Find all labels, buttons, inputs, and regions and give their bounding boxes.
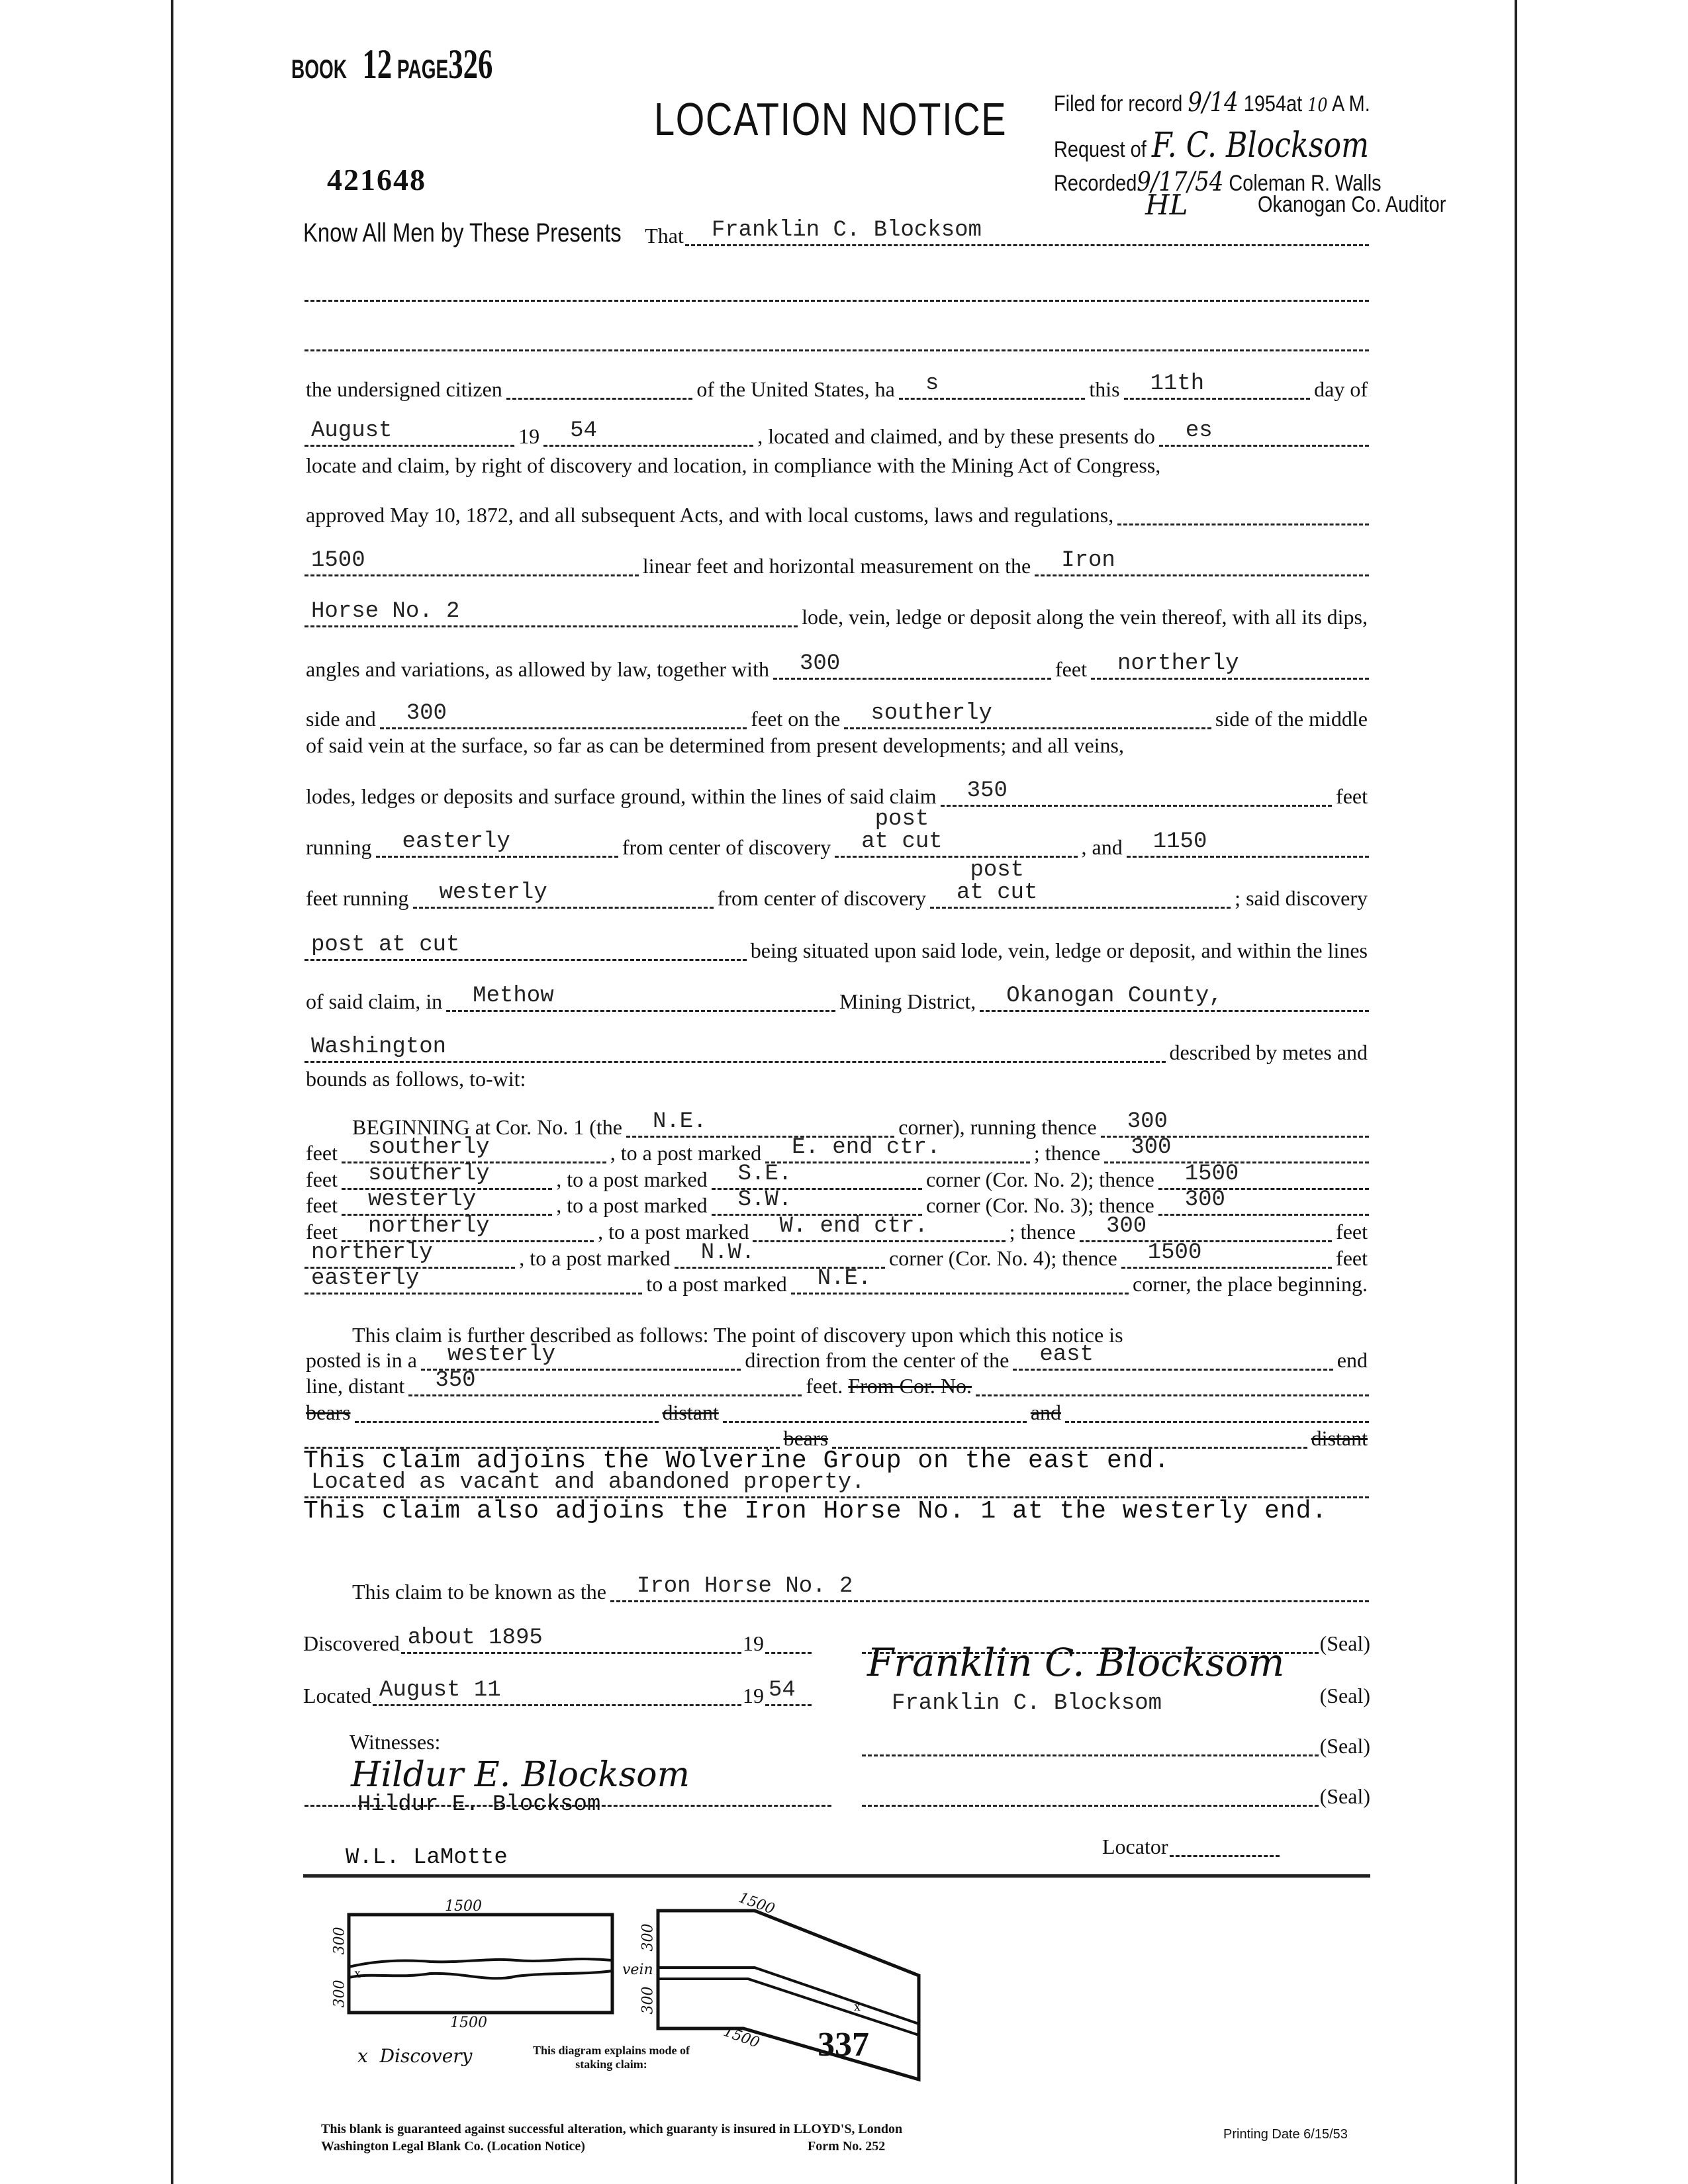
fill-field[interactable] bbox=[1159, 418, 1369, 447]
filed-label: Filed for record bbox=[1054, 91, 1183, 116]
filled-value: southerly bbox=[367, 1161, 490, 1187]
form-label: 19 bbox=[518, 424, 540, 448]
form-line bbox=[303, 447, 1370, 476]
filled-value: N.W. bbox=[700, 1240, 755, 1265]
diagram-skew-vein-upper bbox=[658, 1968, 919, 2024]
filled-value: es bbox=[1185, 418, 1213, 443]
diagram-vein-upper bbox=[349, 1959, 612, 1967]
form-label: corner (Cor. No. 3); thence bbox=[925, 1193, 1154, 1217]
locator-line bbox=[1102, 1828, 1281, 1857]
locator-field[interactable] bbox=[1170, 1838, 1280, 1857]
form-line bbox=[303, 983, 1370, 1012]
filled-value: S.W. bbox=[737, 1187, 792, 1212]
fill-field[interactable] bbox=[930, 858, 1231, 909]
form-label: feet bbox=[1055, 657, 1087, 681]
fill-field[interactable] bbox=[1127, 829, 1369, 858]
form-line bbox=[303, 858, 1370, 910]
form-label: , and bbox=[1081, 835, 1123, 859]
located-value: August 11 bbox=[379, 1678, 501, 1703]
fill-field[interactable] bbox=[305, 1266, 642, 1295]
form-line bbox=[303, 1240, 1370, 1269]
fill-field[interactable] bbox=[305, 548, 639, 576]
footer-form-number: Form No. 252 bbox=[808, 2139, 886, 2154]
filed-for-record bbox=[1054, 87, 1370, 118]
filled-value: post at cut bbox=[861, 807, 943, 854]
form-line bbox=[303, 418, 1370, 447]
filed-at: at bbox=[1286, 91, 1303, 116]
filled-value: 300 bbox=[406, 701, 447, 726]
form-label: BEGINNING at Cor. No. 1 (the bbox=[352, 1115, 622, 1139]
form-line bbox=[303, 1443, 1370, 1475]
fill-field[interactable] bbox=[376, 829, 618, 858]
seal-label: (Seal) bbox=[1319, 1631, 1370, 1655]
fill-field[interactable] bbox=[305, 332, 1369, 351]
form-line bbox=[303, 598, 1370, 627]
struck-label: bears bbox=[306, 1400, 351, 1424]
filled-value: Methow bbox=[473, 983, 554, 1009]
filled-value: E. end ctr. bbox=[792, 1135, 941, 1160]
recorder-name: Coleman R. Walls bbox=[1229, 171, 1382, 196]
signature-field-3[interactable] bbox=[862, 1737, 1319, 1756]
filled-value: westerly bbox=[447, 1342, 556, 1367]
witness2-typed-name: W.L. LaMotte bbox=[346, 1845, 508, 1870]
form-label: linear feet and horizontal measurement on the bbox=[642, 554, 1031, 578]
form-label: running bbox=[306, 835, 372, 859]
form-line bbox=[303, 1134, 1370, 1163]
witness1-typed-name: Hildur E. Blocksom bbox=[357, 1792, 601, 1817]
fill-field[interactable] bbox=[1124, 371, 1311, 400]
document-number: 421648 bbox=[327, 163, 426, 197]
form-label: locate and claim, by right of discovery and location, in compliance with the Mining Act of Congress, bbox=[306, 453, 1161, 477]
discovered-field[interactable] bbox=[401, 1625, 741, 1654]
filed-time: 10 bbox=[1307, 94, 1328, 116]
section-divider bbox=[303, 1874, 1370, 1878]
filled-value: 54 bbox=[570, 418, 597, 443]
diagram-discovery-mark: x bbox=[354, 1966, 361, 1981]
seal-line-3 bbox=[861, 1727, 1370, 1756]
form-label: feet bbox=[1336, 1246, 1368, 1270]
form-label: This claim to be known as the bbox=[352, 1580, 606, 1604]
diagram-legend: x Discovery bbox=[357, 2045, 473, 2067]
form-label: the undersigned citizen bbox=[306, 377, 502, 401]
filled-value: 300 bbox=[1127, 1109, 1168, 1134]
form-line bbox=[303, 1573, 1370, 1602]
form-label: feet. bbox=[806, 1374, 843, 1398]
form-label: feet bbox=[1336, 1220, 1368, 1244]
form-line bbox=[303, 727, 1370, 756]
form-line bbox=[303, 1109, 1370, 1138]
filled-value: 300 bbox=[1184, 1187, 1225, 1212]
form-line bbox=[303, 547, 1370, 576]
struck-label: distant bbox=[662, 1400, 719, 1424]
filled-value: s bbox=[925, 371, 939, 396]
filled-value: 1500 bbox=[1147, 1240, 1202, 1265]
book-label: BOOK bbox=[291, 55, 347, 84]
filed-ampm: A M. bbox=[1331, 91, 1370, 116]
form-label: of said claim, in bbox=[306, 989, 443, 1013]
page-number: 326 bbox=[448, 40, 493, 87]
form-label: corner), running thence bbox=[898, 1115, 1097, 1139]
diagram-skew-discovery-mark: x bbox=[854, 1999, 861, 2014]
recorded-date: 9/17/54 bbox=[1137, 167, 1224, 197]
filled-value: N.E. bbox=[652, 1109, 707, 1134]
form-label: , to a post marked bbox=[556, 1193, 708, 1217]
form-label: corner (Cor. No. 2); thence bbox=[925, 1167, 1154, 1191]
form-label: feet bbox=[306, 1220, 338, 1244]
filled-value: 300 bbox=[1131, 1135, 1172, 1160]
filled-value: Washington bbox=[311, 1034, 447, 1060]
located-year-field[interactable] bbox=[765, 1678, 812, 1706]
diagram-top-length: 1500 bbox=[445, 1898, 482, 1915]
struck-label: From Cor. No. bbox=[848, 1374, 972, 1398]
form-line bbox=[303, 1265, 1370, 1295]
form-label: feet bbox=[306, 1167, 338, 1191]
form-label: This claim is further described as follows: The point of discovery upon which this notice is bbox=[352, 1323, 1123, 1347]
signature-field-2[interactable] bbox=[862, 1687, 1319, 1716]
filled-value: east bbox=[1039, 1342, 1094, 1367]
filled-value: 11th bbox=[1150, 371, 1205, 396]
seal-label: (Seal) bbox=[1319, 1784, 1370, 1808]
filled-value: northerly bbox=[367, 1214, 490, 1239]
form-label: lode, vein, ledge or deposit along the vein thereof, with all its dips, bbox=[802, 605, 1368, 629]
form-label: ; said discovery bbox=[1235, 886, 1368, 910]
fill-field[interactable] bbox=[305, 418, 514, 447]
diagram-right-side-upper: 300 bbox=[639, 1923, 657, 1952]
filled-value: post at cut bbox=[311, 933, 460, 958]
form-label: side of the middle bbox=[1215, 707, 1368, 731]
filled-value: Okanogan County, bbox=[1006, 983, 1223, 1009]
filled-value: westerly bbox=[367, 1187, 477, 1212]
form-line bbox=[303, 1367, 1370, 1396]
fill-field[interactable] bbox=[791, 1266, 1129, 1295]
diagram-skew-vein-lower bbox=[658, 1979, 919, 2035]
form-label: feet on the bbox=[751, 707, 841, 731]
footer-printing-date: Printing Date 6/15/53 bbox=[1223, 2127, 1348, 2142]
discovered-year-field[interactable] bbox=[765, 1635, 812, 1654]
struck-label: and bbox=[1030, 1400, 1062, 1424]
form-label: being situated upon said lode, vein, ledge or deposit, and within the lines bbox=[750, 938, 1368, 962]
discovered-line bbox=[303, 1625, 813, 1654]
filled-value: southerly bbox=[870, 701, 992, 726]
fill-field[interactable] bbox=[506, 381, 693, 400]
locator-signature: Franklin C. Blocksom bbox=[867, 1640, 1285, 1685]
witness1-signature: Hildur E. Blocksom bbox=[351, 1755, 690, 1795]
filled-value: 350 bbox=[966, 778, 1008, 803]
form-label: from center of discovery bbox=[717, 886, 927, 910]
filed-year: 1954 bbox=[1243, 91, 1287, 116]
locator-typed-name: Franklin C. Blocksom bbox=[892, 1691, 1162, 1716]
form-label: of the United States, ha bbox=[696, 377, 895, 401]
form-line bbox=[303, 496, 1370, 525]
fill-field[interactable] bbox=[446, 983, 835, 1012]
located-line bbox=[303, 1677, 813, 1706]
form-line bbox=[303, 1060, 1370, 1089]
form-label: feet bbox=[306, 1141, 338, 1165]
intro-label: Know All Men by These Presents bbox=[303, 218, 622, 248]
form-label: lodes, ledges or deposits and surface ground, within the lines of said claim bbox=[306, 784, 937, 808]
filled-value: Iron Horse No. 2 bbox=[636, 1574, 853, 1599]
diagram-right-top-length: 1500 bbox=[736, 1889, 777, 1918]
form-line bbox=[303, 1161, 1370, 1190]
form-line bbox=[303, 322, 1370, 351]
form-label: side and bbox=[306, 707, 376, 731]
form-line bbox=[303, 1493, 1370, 1525]
filled-value: easterly bbox=[402, 829, 510, 854]
page-stamp-number: 337 bbox=[818, 2026, 869, 2064]
page-label: PAGE bbox=[397, 55, 449, 84]
witnesses-label: Witnesses: bbox=[350, 1730, 441, 1754]
form-line bbox=[303, 932, 1370, 961]
request-signature: F. C. Blocksom bbox=[1151, 126, 1370, 165]
form-line bbox=[303, 807, 1370, 859]
form-line bbox=[303, 778, 1370, 807]
filled-value: N.E. bbox=[817, 1266, 872, 1291]
fill-field[interactable] bbox=[773, 651, 1051, 680]
fill-field[interactable] bbox=[899, 371, 1086, 400]
form-label: to a post marked bbox=[646, 1272, 787, 1296]
form-label: corner (Cor. No. 4); thence bbox=[888, 1246, 1117, 1270]
form-line bbox=[303, 371, 1370, 400]
form-label: , to a post marked bbox=[598, 1220, 749, 1244]
filled-value: W. end ctr. bbox=[779, 1214, 928, 1239]
diagram-right-side-lower: 300 bbox=[639, 1986, 657, 2015]
form-label: , to a post marked bbox=[610, 1141, 762, 1165]
filled-value: 1150 bbox=[1152, 829, 1207, 854]
filled-value: Iron bbox=[1061, 548, 1115, 573]
seal-line-4 bbox=[861, 1778, 1370, 1807]
signature-field-4[interactable] bbox=[862, 1788, 1319, 1807]
claimant-name-field[interactable] bbox=[685, 218, 1369, 246]
diagram-right-bottom-length: 1500 bbox=[721, 2023, 762, 2052]
filled-value: S.E. bbox=[737, 1161, 792, 1187]
diagram-side-upper: 300 bbox=[331, 1927, 348, 1955]
form-label: angles and variations, as allowed by law, together with bbox=[306, 657, 769, 681]
filled-value: Located as vacant and abandoned property. bbox=[311, 1470, 865, 1495]
diagram-side-lower: 300 bbox=[331, 1979, 348, 2008]
filed-date: 9/14 bbox=[1188, 87, 1239, 118]
form-label: direction from the center of the bbox=[745, 1348, 1009, 1372]
filled-value: 1500 bbox=[311, 548, 365, 573]
form-label: , to a post marked bbox=[519, 1246, 671, 1270]
discovered-century: 19 bbox=[743, 1631, 764, 1655]
fill-field[interactable] bbox=[305, 599, 798, 627]
intro-that: That bbox=[645, 224, 684, 248]
form-label: feet bbox=[306, 1193, 338, 1217]
claimant-name: Franklin C. Blocksom bbox=[711, 218, 982, 243]
page-edge-right bbox=[1515, 0, 1517, 2184]
filled-value: Horse No. 2 bbox=[311, 599, 460, 624]
book-number: 12 bbox=[362, 40, 393, 87]
filled-value: northerly bbox=[311, 1240, 433, 1265]
form-line bbox=[303, 1213, 1370, 1242]
locator-label: Locator bbox=[1102, 1835, 1168, 1858]
form-label: end bbox=[1336, 1348, 1368, 1372]
seal-label: (Seal) bbox=[1319, 1684, 1370, 1707]
form-line bbox=[303, 1342, 1370, 1371]
fill-field[interactable] bbox=[941, 778, 1332, 807]
form-label: day of bbox=[1314, 377, 1368, 401]
form-label: feet running bbox=[306, 886, 409, 910]
filled-value: post at cut bbox=[957, 858, 1038, 905]
typed-remark: This claim also adjoins the Iron Horse No. 1 at the westerly end. bbox=[303, 1497, 1328, 1525]
diagram-bottom-length: 1500 bbox=[450, 2015, 487, 2031]
diagram-vein-label: vein bbox=[622, 1962, 653, 1978]
form-label: approved May 10, 1872, and all subsequent Acts, and with local customs, laws and regulations, bbox=[306, 503, 1114, 527]
form-label: ; thence bbox=[1009, 1220, 1076, 1244]
filled-value: 300 bbox=[799, 651, 841, 676]
form-label: described by metes and bbox=[1169, 1040, 1368, 1064]
located-century: 19 bbox=[743, 1684, 764, 1707]
fill-field[interactable] bbox=[610, 1574, 1369, 1602]
filled-value: 1500 bbox=[1184, 1161, 1239, 1187]
footer-guarantee: This blank is guaranteed against successful alteration, which guaranty is insured in LLOYD'S, London bbox=[321, 2122, 903, 2136]
form-line bbox=[303, 273, 1370, 302]
page-edge-left bbox=[171, 0, 173, 2184]
fill-field[interactable] bbox=[305, 933, 747, 961]
discovered-label: Discovered bbox=[303, 1631, 400, 1655]
form-label: posted is in a bbox=[306, 1348, 417, 1372]
diagram-caption-line1: This diagram explains mode of bbox=[533, 2044, 690, 2057]
filled-value: 350 bbox=[435, 1368, 476, 1393]
form-line bbox=[303, 1034, 1370, 1063]
filled-value: westerly bbox=[439, 880, 547, 905]
seal-line-2 bbox=[861, 1677, 1370, 1716]
book-page-stamp bbox=[291, 40, 492, 89]
diagram-caption bbox=[533, 2044, 690, 2071]
request-label: Request of bbox=[1054, 137, 1147, 162]
staking-diagram bbox=[0, 1880, 993, 2098]
form-label: of said vein at the surface, so far as can be determined from present developments; and all veins, bbox=[306, 733, 1124, 757]
form-line bbox=[303, 700, 1370, 729]
fill-field[interactable] bbox=[1035, 548, 1369, 576]
diagram-skewed-claim bbox=[658, 1911, 919, 2079]
diagram-rectangle-claim bbox=[349, 1915, 612, 2013]
recorded-label: Recorded bbox=[1054, 171, 1137, 196]
form-label: from center of discovery bbox=[622, 835, 831, 859]
form-label: this bbox=[1089, 377, 1120, 401]
fill-field[interactable] bbox=[413, 880, 714, 909]
form-label: feet bbox=[1336, 784, 1368, 808]
fill-field[interactable] bbox=[305, 283, 1369, 302]
filled-value: northerly bbox=[1117, 651, 1239, 676]
seal-label: (Seal) bbox=[1319, 1734, 1370, 1758]
fill-field[interactable] bbox=[1117, 506, 1369, 525]
typed-remark: This claim adjoins the Wolverine Group on the east end. bbox=[303, 1447, 1170, 1475]
fill-field[interactable] bbox=[1091, 651, 1369, 680]
diagram-caption-line2: staking claim: bbox=[575, 2058, 647, 2071]
filled-value: 300 bbox=[1105, 1214, 1147, 1239]
document-title: LOCATION NOTICE bbox=[654, 93, 1008, 145]
struck-label: distant bbox=[1311, 1426, 1368, 1450]
form-label: , to a post marked bbox=[556, 1167, 708, 1191]
discovered-value: about 1895 bbox=[407, 1625, 543, 1651]
request-of bbox=[1054, 126, 1369, 165]
filled-value: easterly bbox=[311, 1266, 420, 1291]
filled-value: southerly bbox=[367, 1135, 490, 1160]
form-label: corner, the place beginning. bbox=[1132, 1272, 1368, 1296]
located-year: 54 bbox=[769, 1678, 796, 1703]
form-line bbox=[303, 1394, 1370, 1423]
auditor-title: Okanogan Co. Auditor bbox=[1258, 192, 1446, 217]
diagram-vein-lower bbox=[349, 1971, 612, 1978]
fill-field[interactable] bbox=[980, 983, 1369, 1012]
form-label: ; thence bbox=[1033, 1141, 1101, 1165]
form-line bbox=[303, 1187, 1370, 1216]
footer-publisher: Washington Legal Blank Co. (Location Notice) bbox=[321, 2139, 585, 2154]
form-line bbox=[303, 651, 1370, 680]
form-label: Mining District, bbox=[839, 989, 976, 1013]
form-label: , located and claimed, and by these presents do bbox=[757, 424, 1155, 448]
filled-value: August bbox=[311, 418, 393, 443]
struck-label: bears bbox=[783, 1426, 829, 1450]
intro-line bbox=[303, 213, 1370, 246]
located-label: Located bbox=[303, 1684, 372, 1707]
form-label: line, distant bbox=[306, 1374, 405, 1398]
fill-field[interactable] bbox=[835, 807, 1077, 858]
recorder-initials: HL bbox=[1145, 189, 1188, 221]
fill-field[interactable] bbox=[543, 418, 753, 447]
form-label: bounds as follows, to-wit: bbox=[306, 1067, 526, 1091]
located-field[interactable] bbox=[373, 1678, 741, 1706]
